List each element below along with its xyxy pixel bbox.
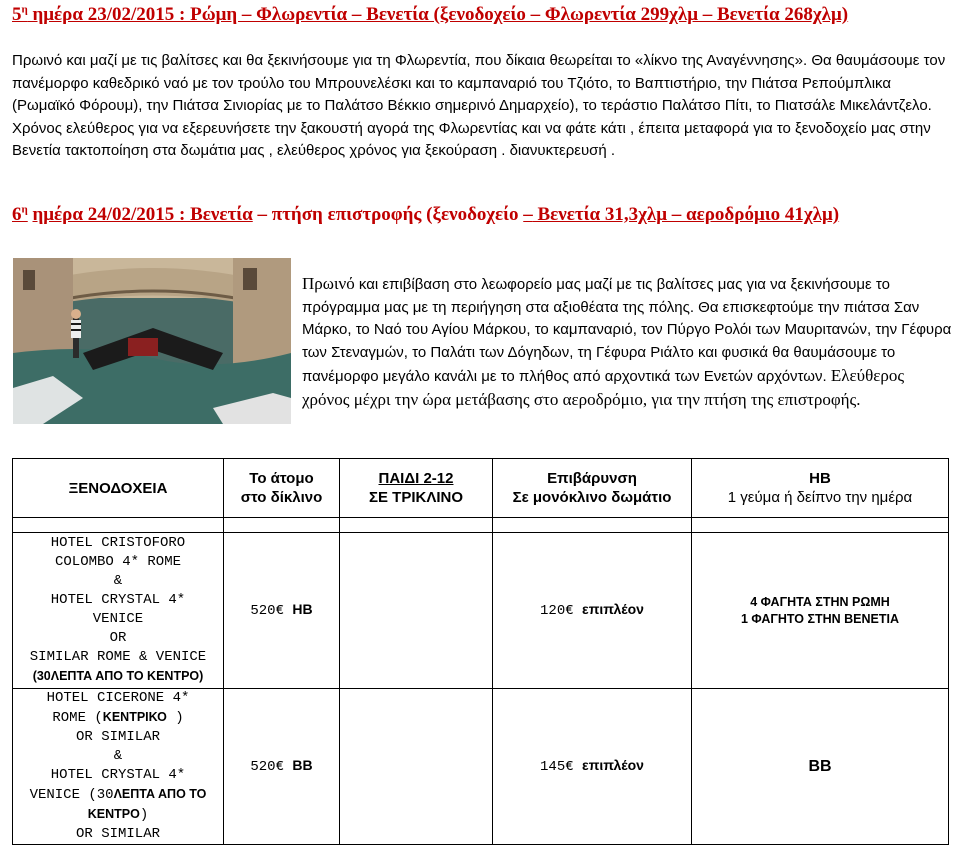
day6-lead: Πρωινό [302, 274, 355, 293]
day6-title-pre: ημέρα 24/02/2015 : Βενετία [32, 204, 253, 225]
header-hb: HB 1 γεύμα ή δείπνο την ημέρα [692, 459, 949, 518]
single-supplement: 145€ επιπλέον [493, 689, 692, 845]
table-row [13, 689, 949, 845]
meals-info: BB [692, 689, 949, 845]
day6-dash: – [523, 204, 533, 225]
child-price [340, 689, 493, 845]
child-price [340, 533, 493, 689]
header-per-person: Το άτομο στο δίκλινο [224, 459, 340, 518]
table-row [13, 533, 949, 689]
header-child: ΠΑΙΔΙ 2-12 ΣΕ ΤΡΙΚΛΙΝΟ [340, 459, 493, 518]
venice-gondola-photo [13, 258, 291, 424]
day6-heading [12, 204, 952, 226]
meals-info: 4 ΦΑΓΗΤΑ ΣΤΗΝ ΡΩΜΗ 1 ΦΑΓΗΤΟ ΣΤΗΝ ΒΕΝΕΤΙΑ [692, 533, 949, 689]
hotel-option-1: HOTEL CRISTOFORO COLOMBO 4* ROME & HOTEL CRYSTAL 4* VENICE OR SIMILAR ROME & VENICE (30ΛΕΠΤΑ ΑΠΟ ΤΟ ΚΕΝΤΡΟ) [13, 533, 224, 689]
day6-title-mid: – πτήση επιστροφής (ξενοδοχείο [252, 204, 524, 225]
day6-description [302, 273, 952, 412]
day6-tail: Ελεύθερος χρόνος μέχρι την ώρα μετάβασης στο αεροδρόμιο, για την πτήση της επιστροφής. [302, 365, 905, 409]
day5-title: ημέρα 23/02/2015 : Ρώμη – Φλωρεντία – Βενετία (ξενοδοχείο – Φλωρεντία 299χλμ – Βενετία 268χλμ) [32, 4, 849, 25]
day6-body: και επιβίβαση στο λεωφορείο μας μαζί με τις βαλίτσες μας για να ξεκινήσουμε το πρόγραμμα μας με τη περιήγηση στα αξιοθέατα της πόλης. Θα επισκεφτούμε την πιάτσα Σαν Μάρκο, το Ναό του Αγίου Μάρκου, το καμπαναριό, τον Πύργο Ρολόι των Μαυριτανών, την Γέφυρα των Στεναγμών, το Παλάτι των Δόγηδων, τη Γέφυρα Ριάλτο και φυσικά θα θαυμάσουμε το πανέμορφο μεγάλο κανάλι με το πλήθος από αρχοντικά των Ενετών αρχόντων. [302, 276, 952, 385]
hotel-option-2: HOTEL CICERONE 4* ROME (ΚΕΝΤΡΙΚΟ ) OR SIMILAR & HOTEL CRYSTAL 4* VENICE (30ΛΕΠΤΑ ΑΠΟ ΤΟ ΚΕΝΤΡΟ) OR SIMILAR [13, 689, 224, 845]
table-spacer [13, 518, 949, 533]
price-per-person: 520€ HB [224, 533, 340, 689]
table-header-row [13, 459, 949, 518]
price-per-person: 520€ BB [224, 689, 340, 845]
single-supplement: 120€ επιπλέον [493, 533, 692, 689]
day5-heading [12, 4, 952, 26]
day6-sup: η [21, 203, 28, 216]
day5-description: Πρωινό και μαζί με τις βαλίτσες και θα ξεκινήσουμε για τη Φλωρεντία, που δίκαια θεωρείται το «λίκνο της Αναγέννησης». Θα θαυμάσουμε τον πανέμορφο καθεδρικό ναό με τον τρούλο του Μπρουνελέσκι και το καμπαναριό του Τζιότο, το Βαπτιστήριο, την Πιάτσα Ρεπούμπλικα (Ρωμαϊκό Φόρουμ), την Πιάτσα Σινιορίας με το Παλάτσο Βέκκιο σημερινό Δημαρχείο), το τεράστιο Παλάτσο Πίτι, το Πιατσάλε Μικελάντζελο. Χρόνος ελεύθερος για να εξερευνήσετε την ξακουστή αγορά της Φλωρεντίας και να φάτε κάτι , έπειτα μεταφορά για το ξενοδοχείο μας στην Βενετία τακτοποίηση στα δωμάτια μας , ελεύθερος χρόνος για ξεκούραση . διανυκτερευσή . [12, 52, 946, 160]
header-single: Επιβάρυνση Σε μονόκλινο δωμάτιο [493, 459, 692, 518]
price-table [12, 458, 949, 845]
day5-number: 5 [12, 4, 22, 25]
day5-sup: η [21, 3, 28, 16]
day6-title-post: Βενετία 31,3χλμ – αεροδρόμιο 41χλμ) [532, 204, 840, 225]
day6-number: 6 [12, 204, 22, 225]
header-hotels: ΞΕΝΟΔΟΧΕΙΑ [13, 459, 224, 518]
